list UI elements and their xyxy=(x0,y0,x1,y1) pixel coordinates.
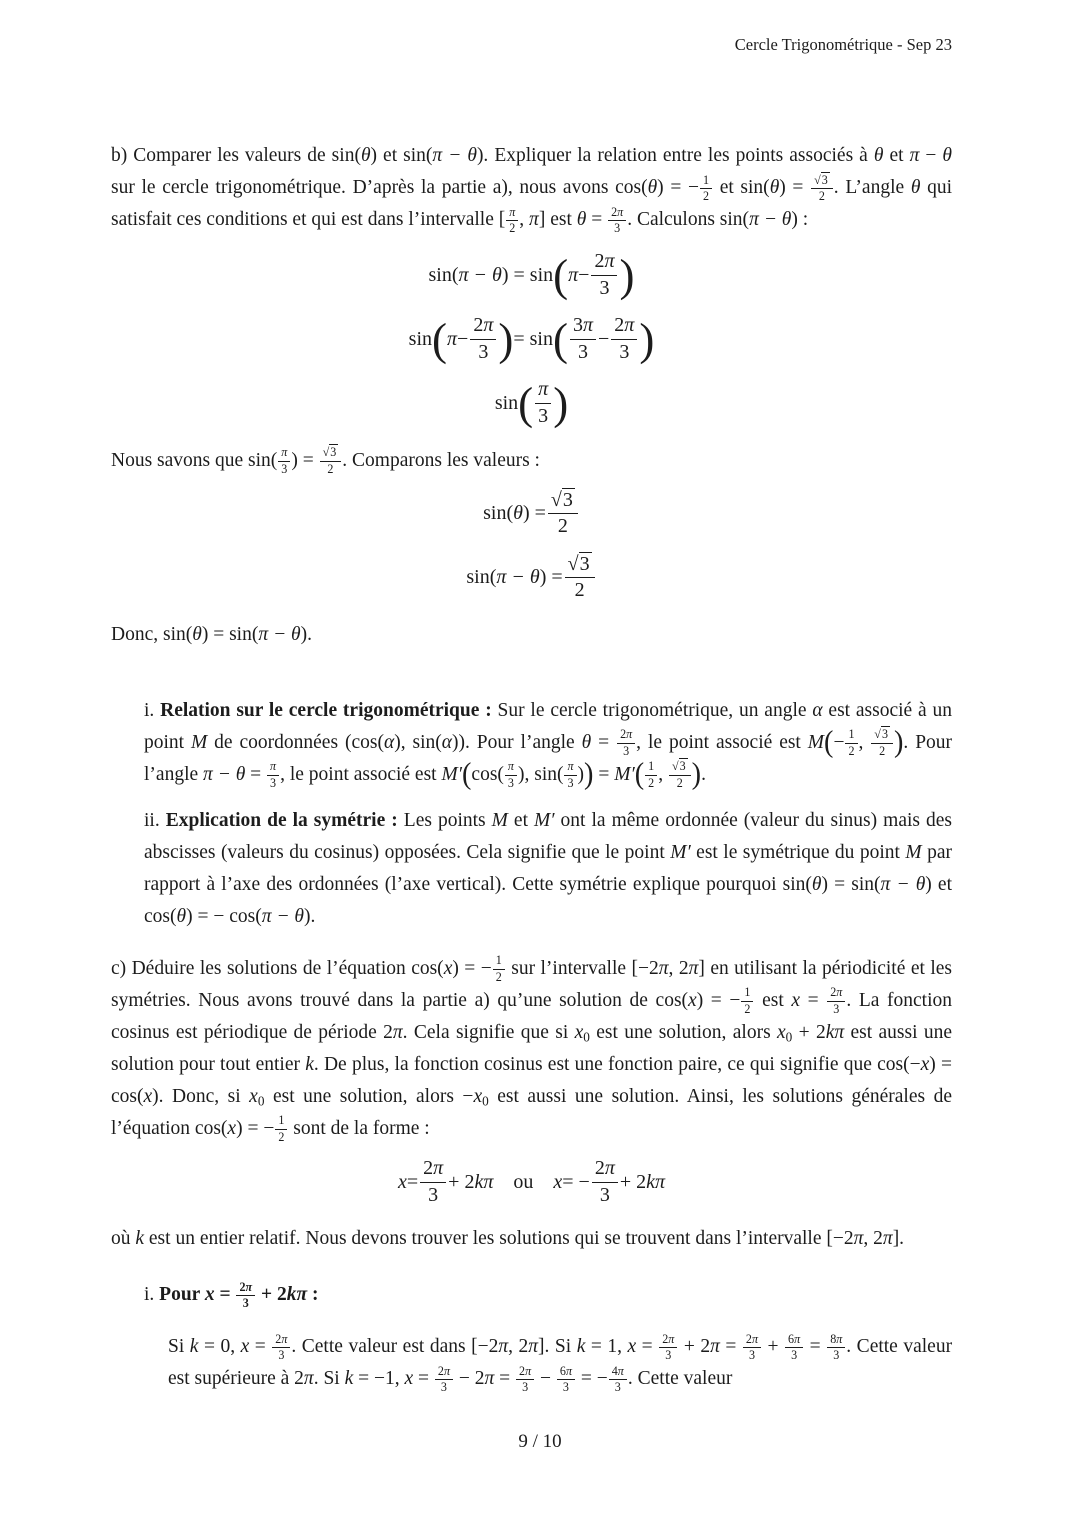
page-footer xyxy=(0,1426,1080,1458)
paragraph-part-b: b) Comparer les valeurs de sin(θ) et sin(π − θ). Expliquer la relation entre les points associés à θ et π − θ sur le cercle trigonométrique. D’après la partie a), nous avons cos(θ) = − $\frac{1}{2}$ et sin(θ) = $\frac{√3}{2}$ . L’angle θ qui satisfait ces conditions et qui est dans l’intervalle [ $\frac{\pi}{2}$ , π] est θ = $\frac{2\pi}{3}$ . Calculons sin(π − θ) : xyxy=(111,145,952,236)
list-item-i-pour: i. Pour x = $\frac{2\pi}{3}$ + 2kπ : xyxy=(144,1279,319,1311)
display-equation-rewrite-1: sin( π − θ ) = sin ( π − $\frac{2\pi}{3}$ ) xyxy=(428,249,635,301)
display-equation-solutions: x = $\frac{2\pi}{3}$ + 2 kπ ou x = − $\frac{2\pi}{3}$ + 2 kπ xyxy=(397,1156,666,1206)
page-number: 9 / 10 xyxy=(518,1431,562,1452)
paragraph-nous-savons: Nous savons que sin( $\frac{\pi}{3}$ ) = $\frac{√3}{2}$ . Comparons les valeurs : xyxy=(111,445,540,476)
list-item-ii-explication: ii. Explication de la symétrie : Les points M et M′ ont la même ordonnée (valeur du sinus) mais des abscisses (valeurs du cosinus) opposées. Cela signifie que le point M′ est le symétrique du point M par rapport à l’axe des ordonnées (l’axe vertical). Cette symétrie explique pourquoi sin(θ) = sin(π − θ) et cos(θ) = − cos(π − θ). xyxy=(144,809,953,927)
document-body xyxy=(111,140,952,1395)
header-title: Cercle Trigonométrique - Sep 23 xyxy=(734,35,952,54)
paragraph-part-c: c) Déduire les solutions de l’équation cos(x) = − $\frac{1}{2}$ sur l’intervalle [−2π, 2π] en utilisant la périodicité et les symétries. Nous avons trouvé dans la partie a) qu’une solution de cos(x) = − $\frac{1}{2}$ est x = $\frac{2\pi}{3}$ . La fonction cosinus est périodique de période 2π. Cela signifie que si $x_0$ est une solution, alors $x_0 + 2k\pi$ est aussi une solution pour tout entier k. De plus, la fonction cosinus est une fonction paire, ce qui signifie que cos(−x) = cos(x). Donc, si $x_0$ est une solution, alors $-x_0$ est aussi une solution. Ainsi, les solutions générales de l’équation cos(x) = − $\frac{1}{2}$ sont de la forme : xyxy=(111,953,952,1144)
paragraph-ou-k: où k est un entier relatif. Nous devons trouver les solutions qui se trouvent dans l’intervalle [−2π, 2π]. xyxy=(111,1228,905,1250)
display-equation-sin-theta: sin( θ ) = $\frac{√3}{2}$ xyxy=(111,489,952,539)
paragraph-si-k: Si k = 0, x = $\frac{2\pi}{3}$ . Cette valeur est dans [−2π, 2π]. Si k = 1, x = $\frac{2\pi}{3}$ + 2π = $\frac{2\pi}{3}$ + $\frac{6\pi}{3}$ = $\frac{8\pi}{3}$ . Cette valeur est supérieure à 2π. Si k = −1, x = $\frac{2\pi}{3}$ − 2π = $\frac{2\pi}{3}$ − $\frac{6\pi}{3}$ = − $\frac{4\pi}{3}$ . Cette valeur xyxy=(168,1331,953,1395)
display-equation-sin-pi-minus-theta: sin( π − θ ) = $\frac{√3}{2}$ xyxy=(111,553,952,603)
paragraph-donc: Donc, sin(θ) = sin(π − θ). xyxy=(111,623,312,645)
page-header xyxy=(735,34,952,56)
list-item-i-relation: i. Relation sur le cercle trigonométrique : Sur le cercle trigonométrique, un angle α est associé à un point M de coordonnées (cos(α), sin(α)). Pour l’angle θ = $\frac{2\pi}{3}$ , le point associé est M(− $\frac{1}{2}$ , $\frac{√3}{2}$ ). Pour l’angle π − θ = $\frac{\pi}{3}$ , le point associé est M′(cos( $\frac{\pi}{3}$ ), sin( $\frac{\pi}{3}$ )) = M′( $\frac{1}{2}$ , $\frac{√3}{2}$ ). xyxy=(144,699,953,792)
display-equation-rewrite-2: sin ( π − $\frac{2\pi}{3}$ ) = sin ( $\frac{3\pi}{3}$ − $\frac{2\pi}{3}$ ) xyxy=(408,313,655,365)
display-equation-rewrite-3: sin ( $\frac{\pi}{3}$ ) xyxy=(494,377,569,429)
